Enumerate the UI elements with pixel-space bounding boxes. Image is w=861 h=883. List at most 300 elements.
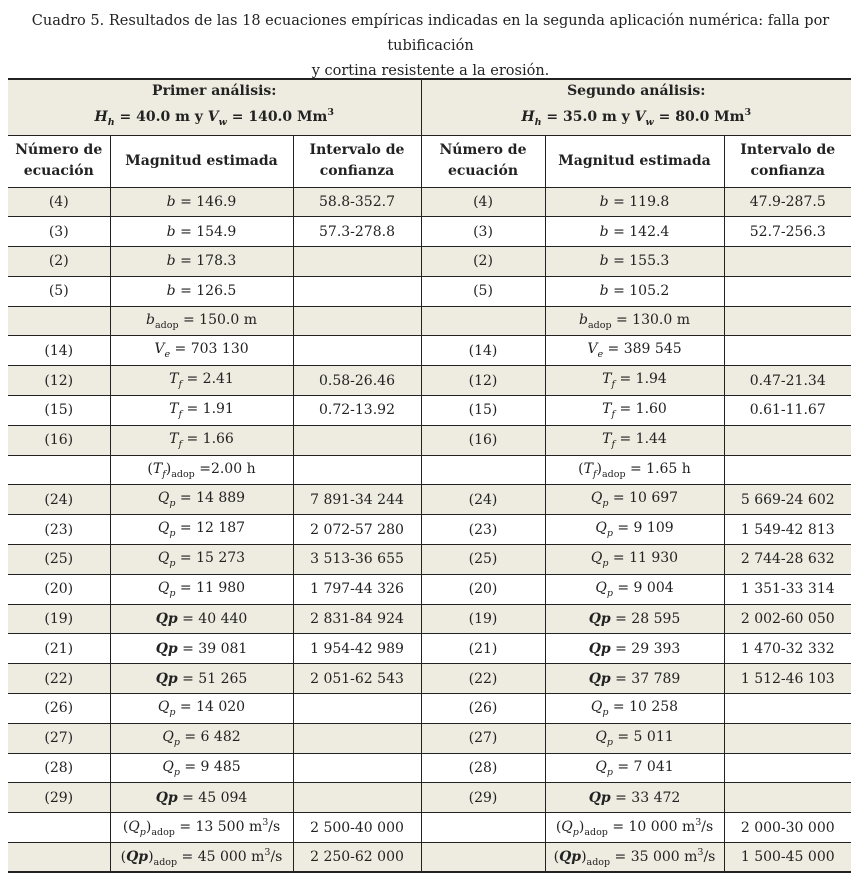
magnitude-cell: [110, 515, 293, 545]
equation-number-cell: (21): [8, 634, 110, 664]
math-segment: /s: [701, 819, 714, 836]
table-row: [8, 574, 851, 604]
magnitude-cell: [545, 634, 724, 664]
interval-cell: 5 669-24 602: [724, 485, 851, 515]
math-segment: ): [145, 819, 152, 836]
equation-number-cell: (24): [8, 485, 110, 515]
table-row: [8, 276, 851, 306]
math-segment: f: [611, 408, 616, 420]
interval-cell: 1 351-33 314: [724, 574, 851, 604]
math-segment: Q: [590, 698, 603, 715]
magnitude-cell: [545, 664, 724, 694]
magnitude-cell: [545, 813, 724, 843]
magnitude-cell: [110, 783, 293, 813]
math-segment: = 37 789: [610, 670, 681, 687]
math-segment: Qp: [126, 848, 149, 865]
magnitude-cell: [110, 574, 293, 604]
math-segment: Q: [162, 728, 174, 745]
table-row: [8, 366, 851, 396]
math-segment: /s: [268, 819, 281, 836]
interval-cell: 1 470-32 332: [724, 634, 851, 664]
math-segment: b: [166, 193, 176, 210]
equation-number-cell: (26): [421, 694, 545, 724]
magnitude-cell: [110, 336, 293, 366]
math-segment: Q: [595, 520, 607, 537]
equation-number-cell: (28): [8, 753, 110, 783]
magnitude-cell: [545, 574, 724, 604]
math-segment: = 389 545: [603, 341, 682, 358]
math-segment: = 14 889: [175, 490, 246, 507]
math-segment: = 10 697: [608, 490, 679, 507]
math-segment: H: [521, 109, 535, 126]
col-header-magnitude: Magnitud estimada: [110, 135, 293, 187]
equation-number-cell: (12): [8, 366, 110, 396]
math-segment: = 45 094: [177, 789, 248, 806]
magnitude-cell: [110, 276, 293, 306]
math-segment: p: [606, 587, 613, 599]
equation-number-cell: (28): [421, 753, 545, 783]
interval-cell: [724, 276, 851, 306]
math-segment: V: [634, 109, 646, 126]
group-title: Segundo análisis:: [567, 83, 706, 100]
math-segment: b: [599, 253, 609, 270]
equation-number-cell: (4): [8, 187, 110, 217]
math-segment: adop: [586, 856, 611, 868]
interval-cell: 7 891-34 244: [293, 485, 421, 515]
math-segment: = 45 000 m: [177, 848, 265, 865]
math-segment: Q: [590, 549, 603, 566]
table-caption: [0, 9, 861, 84]
magnitude-cell: [545, 306, 724, 336]
table-row: [8, 694, 851, 724]
magnitude-cell: [545, 396, 724, 426]
math-segment: = 35 000 m: [610, 848, 698, 865]
math-segment: = 105.2: [608, 283, 670, 300]
math-segment: T: [602, 400, 612, 417]
math-segment: T: [602, 430, 612, 447]
caption-line-2: y cortina resistente a la erosión.: [311, 63, 550, 79]
equation-number-cell: (25): [8, 545, 110, 575]
magnitude-cell: [545, 723, 724, 753]
magnitude-cell: [110, 485, 293, 515]
interval-cell: [293, 425, 421, 455]
interval-cell: [724, 336, 851, 366]
magnitude-cell: [110, 455, 293, 485]
math-segment: = 2.41: [182, 371, 234, 388]
math-segment: 3: [262, 817, 269, 829]
magnitude-cell: [110, 545, 293, 575]
math-segment: = 1.94: [615, 371, 667, 388]
math-segment: f: [162, 468, 166, 480]
magnitude-cell: [110, 634, 293, 664]
math-segment: H: [94, 109, 108, 126]
equation-number-cell: [8, 306, 110, 336]
interval-cell: [293, 306, 421, 336]
math-segment: (: [122, 819, 129, 836]
interval-cell: [724, 723, 851, 753]
math-segment: Q: [157, 579, 170, 596]
interval-cell: 2 051-62 543: [293, 664, 421, 694]
magnitude-cell: [110, 694, 293, 724]
math-segment: f: [178, 438, 183, 450]
math-segment: = 10 258: [608, 698, 679, 715]
interval-cell: 0.58-26.46: [293, 366, 421, 396]
math-segment: T: [169, 400, 179, 417]
equation-number-cell: (24): [421, 485, 545, 515]
math-segment: p: [169, 528, 176, 540]
math-segment: Qp: [155, 640, 178, 657]
math-segment: = 51 265: [177, 670, 248, 687]
magnitude-cell: [110, 366, 293, 396]
math-segment: adop: [171, 468, 195, 480]
math-segment: Q: [128, 819, 140, 836]
table-row: [8, 396, 851, 426]
interval-cell: [724, 306, 851, 336]
interval-cell: 47.9-287.5: [724, 187, 851, 217]
math-segment: = 80.0 Mm: [653, 109, 745, 126]
math-segment: 3: [697, 846, 704, 858]
math-segment: = 1.44: [615, 430, 667, 447]
table-row: [8, 723, 851, 753]
math-segment: = 29 393: [610, 640, 681, 657]
interval-cell: 2 250-62 000: [293, 843, 421, 873]
magnitude-cell: [110, 396, 293, 426]
math-segment: e: [164, 349, 171, 361]
math-segment: = 35.0 m y: [541, 109, 635, 126]
col-header-equation: Número de ecuación: [421, 135, 545, 187]
equation-number-cell: (20): [421, 574, 545, 604]
group-params: [426, 102, 848, 133]
math-segment: h: [107, 117, 115, 129]
math-segment: = 154.9: [175, 223, 237, 240]
magnitude-cell: [545, 843, 724, 873]
table-row: [8, 753, 851, 783]
interval-cell: 0.72-13.92: [293, 396, 421, 426]
math-segment: = 140.0 Mm: [226, 109, 328, 126]
math-segment: p: [169, 587, 176, 599]
math-segment: f: [592, 468, 597, 480]
math-segment: ): [148, 848, 154, 865]
math-segment: T: [602, 371, 612, 388]
interval-cell: [724, 247, 851, 277]
math-segment: Qp: [155, 789, 178, 806]
math-segment: 3: [327, 107, 334, 119]
math-segment: = 9 004: [612, 579, 674, 596]
math-segment: = 9 109: [612, 520, 674, 537]
equation-number-cell: (16): [421, 425, 545, 455]
math-segment: Qp: [588, 611, 611, 628]
math-segment: adop: [601, 468, 626, 480]
group-title: Primer análisis:: [152, 83, 277, 100]
math-segment: = 10 000 m: [607, 819, 696, 836]
math-segment: (: [555, 819, 562, 836]
math-segment: = 1.91: [182, 400, 234, 417]
math-segment: ): [578, 819, 585, 836]
interval-cell: [293, 783, 421, 813]
interval-cell: [293, 247, 421, 277]
math-segment: p: [169, 498, 176, 510]
equation-number-cell: [421, 306, 545, 336]
interval-cell: [724, 694, 851, 724]
interval-cell: 57.3-278.8: [293, 217, 421, 247]
math-segment: Q: [162, 758, 174, 775]
math-segment: = 15 273: [175, 549, 246, 566]
math-segment: = 146.9: [175, 193, 237, 210]
equation-number-cell: (21): [421, 634, 545, 664]
math-segment: f: [178, 408, 183, 420]
math-segment: = 28 595: [610, 611, 681, 628]
caption-line-1: Cuadro 5. Resultados de las 18 ecuaciones empíricas indicadas en la segunda aplicación numérica: falla por tubificación: [31, 13, 830, 54]
magnitude-cell: [110, 306, 293, 336]
math-segment: = 5 011: [612, 728, 674, 745]
math-segment: f: [611, 438, 616, 450]
math-segment: Q: [590, 490, 603, 507]
math-segment: e: [597, 349, 604, 361]
equation-number-cell: (2): [421, 247, 545, 277]
math-segment: p: [169, 557, 176, 569]
equation-number-cell: [8, 813, 110, 843]
math-segment: = 12 187: [175, 520, 246, 537]
equation-number-cell: [421, 455, 545, 485]
interval-cell: [293, 336, 421, 366]
math-segment: b: [146, 311, 155, 328]
magnitude-cell: [110, 247, 293, 277]
math-segment: w: [645, 117, 654, 129]
magnitude-cell: [545, 366, 724, 396]
math-segment: w: [218, 117, 227, 129]
table-row: [8, 664, 851, 694]
magnitude-cell: [545, 247, 724, 277]
math-segment: V: [154, 341, 165, 358]
table-row: [8, 634, 851, 664]
equation-number-cell: (27): [421, 723, 545, 753]
interval-cell: 0.47-21.34: [724, 366, 851, 396]
math-segment: Q: [595, 758, 607, 775]
math-segment: T: [152, 460, 163, 477]
math-segment: b: [579, 311, 588, 328]
equation-number-cell: (16): [8, 425, 110, 455]
math-segment: ): [581, 848, 587, 865]
col-header-equation: Número de ecuación: [8, 135, 110, 187]
equation-number-cell: (15): [8, 396, 110, 426]
table-row: [8, 843, 851, 873]
group-header-second: [421, 79, 851, 135]
math-segment: 3: [695, 817, 702, 829]
math-segment: p: [173, 736, 180, 748]
magnitude-cell: [545, 455, 724, 485]
magnitude-cell: [545, 187, 724, 217]
magnitude-cell: [110, 425, 293, 455]
math-segment: = 1.66: [182, 430, 234, 447]
math-segment: (: [147, 460, 153, 477]
math-segment: b: [166, 253, 176, 270]
math-segment: p: [169, 706, 176, 718]
math-segment: = 6 482: [179, 728, 241, 745]
equation-number-cell: (5): [8, 276, 110, 306]
equation-number-cell: (20): [8, 574, 110, 604]
interval-cell: [293, 455, 421, 485]
math-segment: T: [169, 430, 179, 447]
equation-number-cell: (3): [421, 217, 545, 247]
math-segment: p: [572, 827, 579, 839]
equation-number-cell: (15): [421, 396, 545, 426]
equation-number-cell: (29): [8, 783, 110, 813]
math-segment: Q: [157, 549, 170, 566]
math-segment: Qp: [588, 670, 611, 687]
math-segment: Q: [561, 819, 573, 836]
math-segment: = 178.3: [175, 253, 237, 270]
math-segment: f: [178, 379, 183, 391]
math-segment: = 1.60: [615, 400, 667, 417]
math-segment: = 703 130: [170, 341, 249, 358]
equation-number-cell: (4): [421, 187, 545, 217]
math-segment: V: [587, 341, 598, 358]
math-segment: = 142.4: [608, 223, 670, 240]
math-segment: adop: [154, 319, 179, 331]
math-segment: b: [599, 193, 609, 210]
table-row: [8, 515, 851, 545]
magnitude-cell: [545, 485, 724, 515]
interval-cell: 1 797-44 326: [293, 574, 421, 604]
magnitude-cell: [110, 753, 293, 783]
table-row: [8, 485, 851, 515]
math-segment: b: [599, 283, 609, 300]
interval-cell: 1 500-45 000: [724, 843, 851, 873]
math-segment: f: [611, 379, 616, 391]
math-segment: adop: [587, 319, 612, 331]
interval-cell: [293, 723, 421, 753]
magnitude-cell: [545, 783, 724, 813]
interval-cell: 1 954-42 989: [293, 634, 421, 664]
math-segment: ): [165, 460, 172, 477]
math-segment: = 11 980: [175, 579, 246, 596]
table-row: [8, 813, 851, 843]
table-row: [8, 336, 851, 366]
equation-number-cell: (23): [8, 515, 110, 545]
equation-number-cell: (23): [421, 515, 545, 545]
math-segment: (: [553, 848, 560, 865]
results-table: [8, 78, 851, 873]
magnitude-cell: [545, 515, 724, 545]
interval-cell: 2 744-28 632: [724, 545, 851, 575]
interval-cell: 0.61-11.67: [724, 396, 851, 426]
math-segment: p: [606, 766, 613, 778]
math-segment: = 13 500 m: [174, 819, 263, 836]
math-segment: T: [583, 460, 593, 477]
equation-number-cell: (22): [8, 664, 110, 694]
col-header-magnitude: Magnitud estimada: [545, 135, 724, 187]
equation-number-cell: (14): [8, 336, 110, 366]
math-segment: T: [169, 371, 179, 388]
magnitude-cell: [110, 813, 293, 843]
equation-number-cell: (14): [421, 336, 545, 366]
math-segment: h: [534, 117, 542, 129]
interval-cell: 2 000-30 000: [724, 813, 851, 843]
math-segment: Qp: [588, 789, 611, 806]
math-segment: Q: [157, 490, 170, 507]
magnitude-cell: [545, 217, 724, 247]
equation-number-cell: (27): [8, 723, 110, 753]
interval-cell: 1 549-42 813: [724, 515, 851, 545]
interval-cell: [724, 455, 851, 485]
group-params: [12, 102, 417, 133]
magnitude-cell: [110, 604, 293, 634]
table-row: [8, 217, 851, 247]
interval-cell: [293, 753, 421, 783]
math-segment: p: [139, 827, 146, 839]
magnitude-cell: [110, 843, 293, 873]
interval-cell: 2 500-40 000: [293, 813, 421, 843]
table-row: [8, 455, 851, 485]
equation-number-cell: (12): [421, 366, 545, 396]
table-row: [8, 604, 851, 634]
math-segment: p: [606, 736, 613, 748]
math-segment: Qp: [559, 848, 582, 865]
interval-cell: 2 831-84 924: [293, 604, 421, 634]
interval-cell: 3 513-36 655: [293, 545, 421, 575]
equation-number-cell: (26): [8, 694, 110, 724]
math-segment: p: [602, 498, 609, 510]
math-segment: b: [166, 223, 176, 240]
interval-cell: [724, 425, 851, 455]
math-segment: p: [606, 528, 613, 540]
group-header-first: [8, 79, 421, 135]
equation-number-cell: (2): [8, 247, 110, 277]
magnitude-cell: [545, 336, 724, 366]
math-segment: = 130.0 m: [611, 311, 690, 328]
math-segment: p: [602, 557, 609, 569]
table-row: [8, 545, 851, 575]
math-segment: adop: [584, 827, 608, 839]
magnitude-cell: [110, 217, 293, 247]
math-segment: Qp: [588, 640, 611, 657]
math-segment: p: [173, 766, 180, 778]
math-segment: adop: [151, 827, 175, 839]
interval-cell: [724, 783, 851, 813]
math-segment: = 150.0 m: [178, 311, 257, 328]
math-segment: Qp: [155, 611, 178, 628]
math-segment: = 40 440: [177, 611, 248, 628]
math-segment: Q: [157, 520, 170, 537]
equation-number-cell: [8, 843, 110, 873]
math-segment: = 14 020: [175, 698, 246, 715]
table-row: [8, 247, 851, 277]
math-segment: Qp: [155, 670, 178, 687]
math-segment: = 7 041: [612, 758, 674, 775]
equation-number-cell: (29): [421, 783, 545, 813]
equation-number-cell: (19): [8, 604, 110, 634]
math-segment: b: [599, 223, 609, 240]
magnitude-cell: [545, 545, 724, 575]
equation-number-cell: (5): [421, 276, 545, 306]
math-segment: = 11 930: [608, 549, 679, 566]
math-segment: (: [120, 848, 127, 865]
math-segment: = 40.0 m y: [114, 109, 208, 126]
table-row: [8, 187, 851, 217]
magnitude-cell: [110, 723, 293, 753]
interval-cell: 52.7-256.3: [724, 217, 851, 247]
interval-cell: 1 512-46 103: [724, 664, 851, 694]
interval-cell: 2 002-60 050: [724, 604, 851, 634]
magnitude-cell: [545, 604, 724, 634]
math-segment: = 126.5: [175, 283, 237, 300]
col-header-interval: Intervalo de confianza: [293, 135, 421, 187]
math-segment: =2.00 h: [194, 460, 256, 477]
equation-number-cell: (19): [421, 604, 545, 634]
math-segment: = 1.65 h: [625, 460, 691, 477]
table-row: [8, 306, 851, 336]
equation-number-cell: (3): [8, 217, 110, 247]
